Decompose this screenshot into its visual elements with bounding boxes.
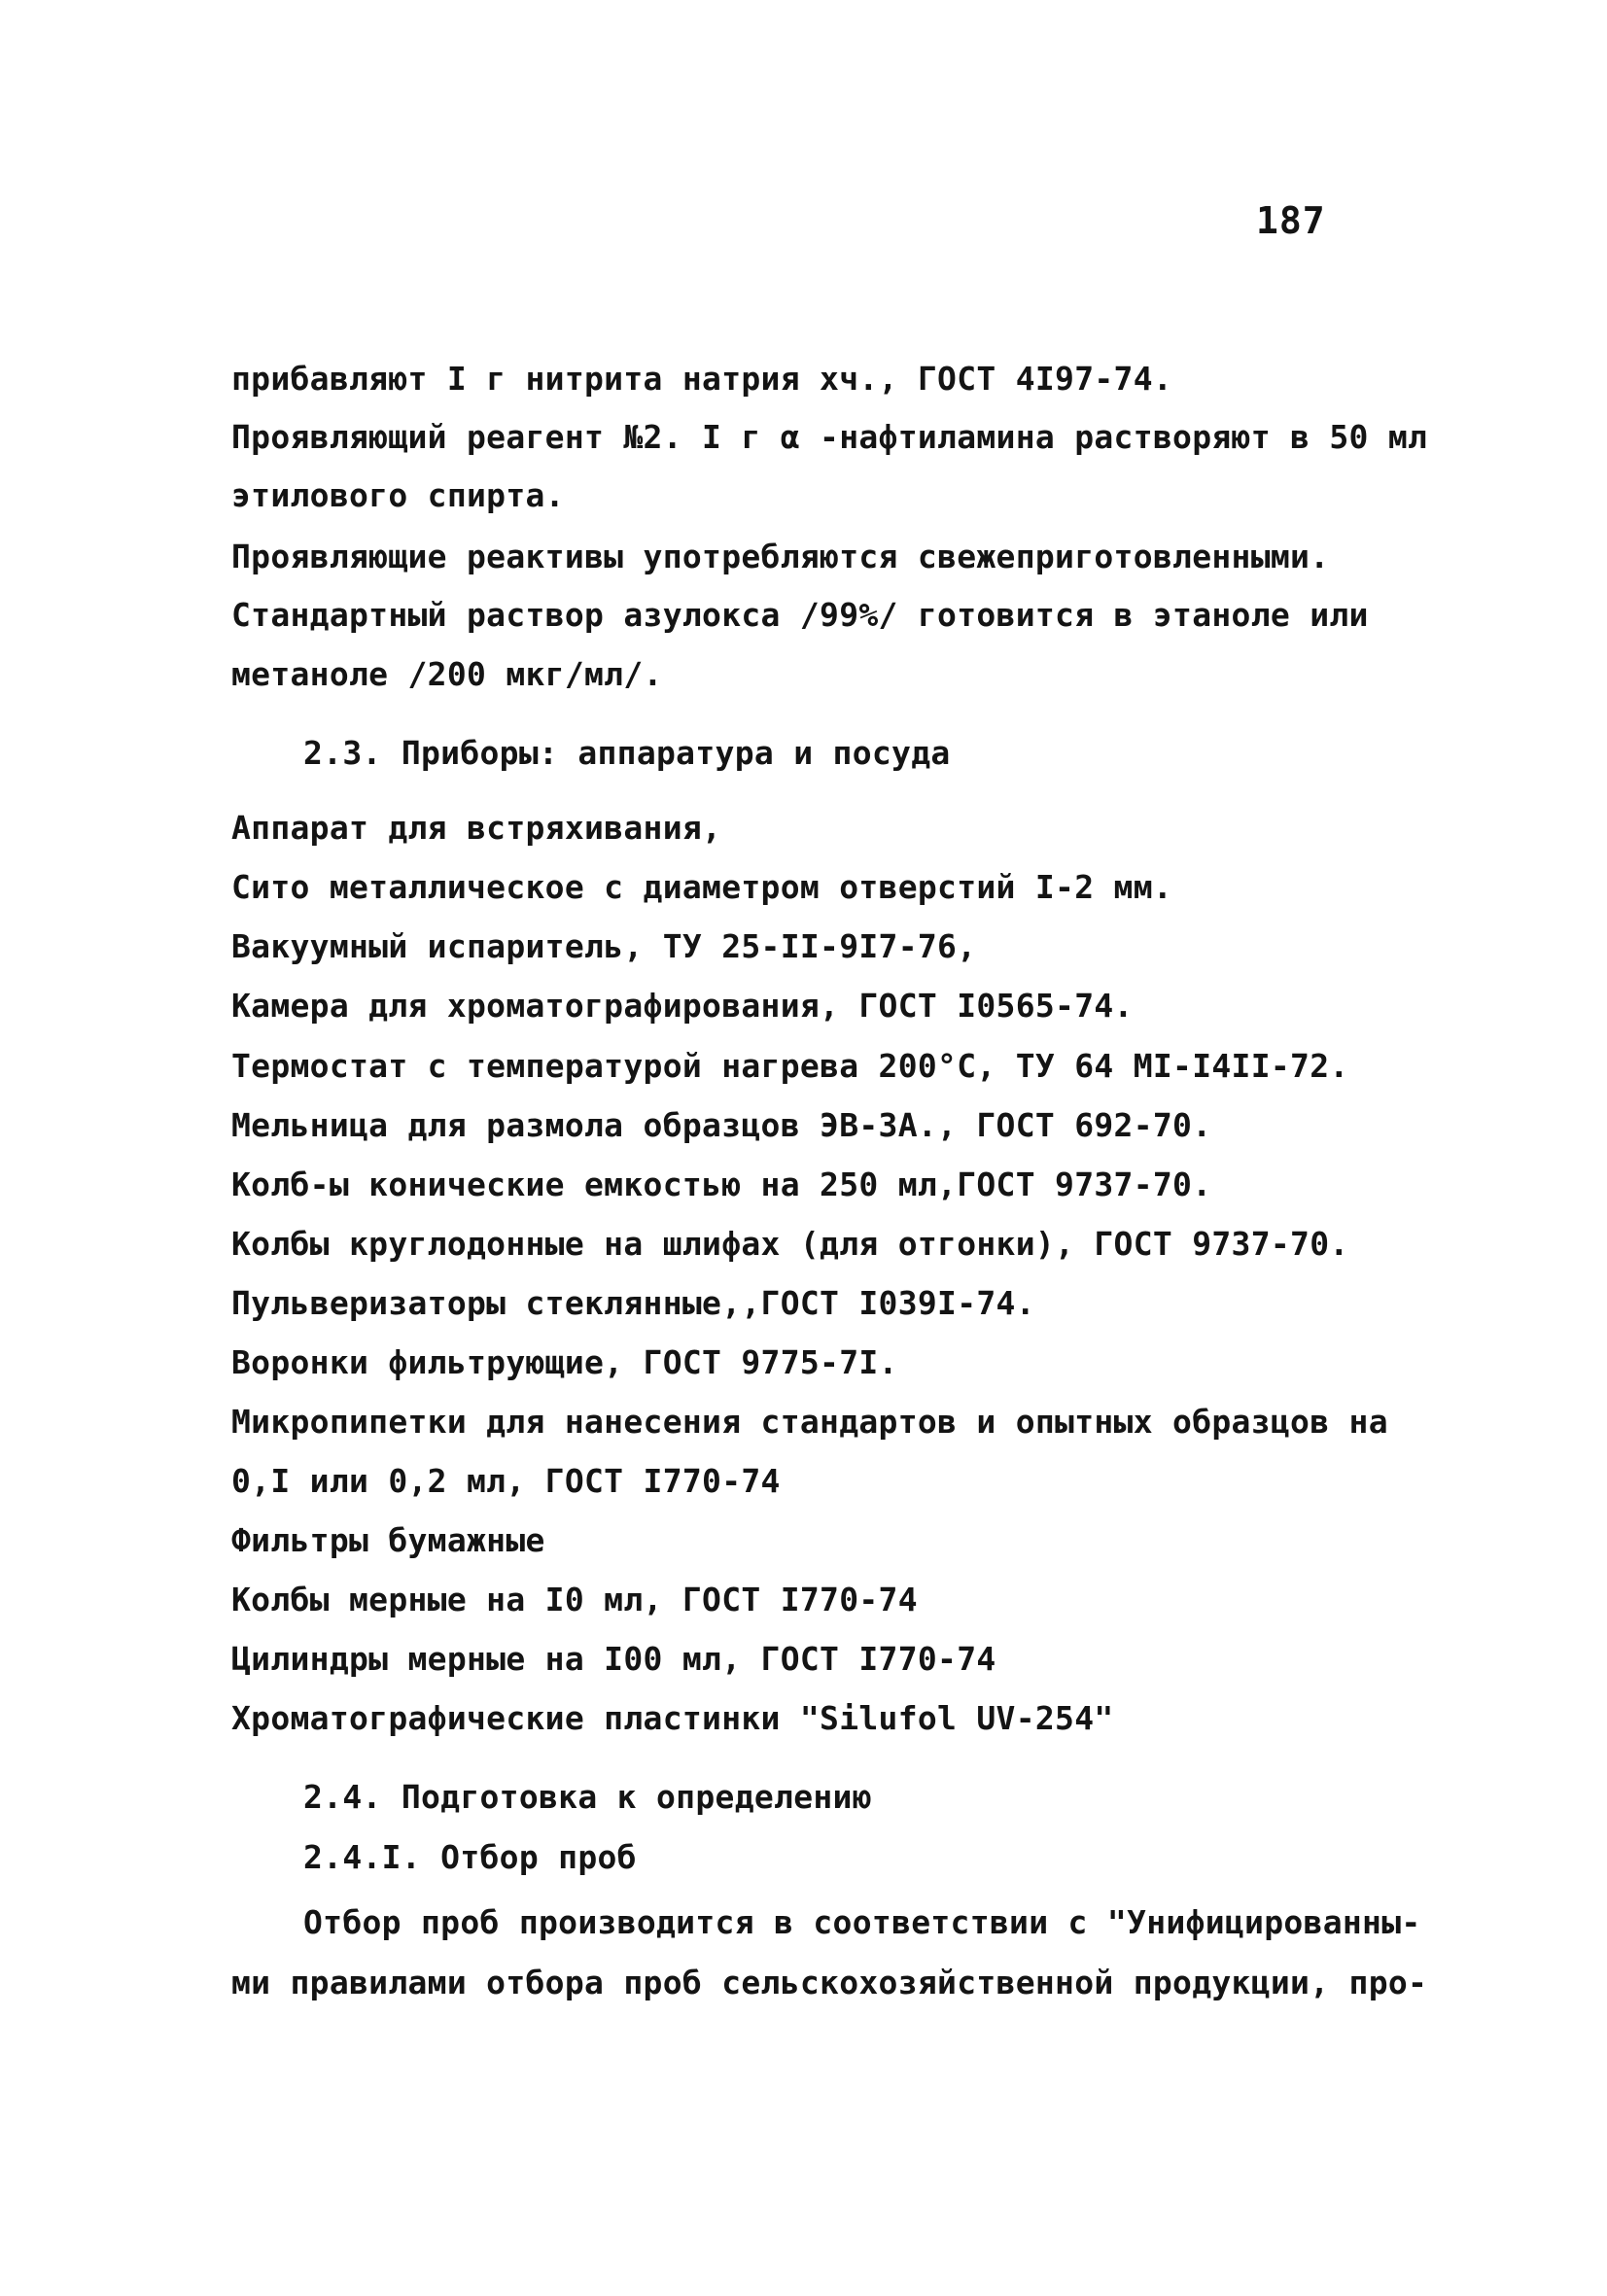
- section-heading: 2.3. Приборы: аппаратура и посуда: [303, 734, 951, 772]
- list-item: Хроматографические пластинки "Silufol UV-254": [231, 1699, 1114, 1737]
- list-item: Аппарат для встряхивания,: [231, 809, 722, 847]
- paragraph-line: ми правилами отбора проб сельскохозяйственной продукции, про-: [231, 1964, 1428, 2001]
- text-line: Стандартный раствор азулокса /99%/ готовится в этаноле или: [231, 596, 1369, 634]
- subsection-heading: 2.4.I. Отбор проб: [303, 1838, 637, 1876]
- list-item: Пульверизаторы стеклянные,,ГОСТ I039I-74.: [231, 1284, 1035, 1322]
- text-line: этилового спирта.: [231, 476, 565, 514]
- section-heading: 2.4. Подготовка к определению: [303, 1778, 872, 1816]
- text-line: Проявляющие реактивы употребляются свежеприготовленными.: [231, 538, 1330, 575]
- list-item: Термостат с температурой нагрева 200°С, ТУ 64 МI-I4II-72.: [231, 1047, 1349, 1085]
- text-line: прибавляют I г нитрита натрия хч., ГОСТ 4I97-74.: [231, 360, 1173, 398]
- list-item: Воронки фильтрующие, ГОСТ 9775-7I.: [231, 1343, 898, 1381]
- list-item: Колбы мерные на I0 мл, ГОСТ I770-74: [231, 1581, 918, 1618]
- list-item: Цилиндры мерные на I00 мл, ГОСТ I770-74: [231, 1640, 996, 1678]
- page-number: 187: [1256, 199, 1326, 242]
- list-item: Фильтры бумажные: [231, 1521, 545, 1559]
- paragraph-line: Отбор проб производится в соответствии с "Унифицированны-: [303, 1903, 1421, 1941]
- list-item: Микропипетки для нанесения стандартов и опытных образцов на: [231, 1403, 1388, 1441]
- list-item: 0,I или 0,2 мл, ГОСТ I770-74: [231, 1462, 781, 1500]
- text-line: метаноле /200 мкг/мл/.: [231, 655, 663, 693]
- list-item: Вакуумный испаритель, ТУ 25-II-9I7-76,: [231, 927, 977, 965]
- list-item: Мельница для размола образцов ЭВ-3А., ГОСТ 692-70.: [231, 1106, 1212, 1144]
- text-line: Проявляющий реагент №2. I г α -нафтиламина растворяют в 50 мл: [231, 418, 1428, 456]
- list-item: Колбы круглодонные на шлифах (для отгонки), ГОСТ 9737-70.: [231, 1225, 1349, 1263]
- list-item: Колб-ы конические емкостью на 250 мл,ГОСТ 9737-70.: [231, 1165, 1212, 1203]
- list-item: Камера для хроматографирования, ГОСТ I0565-74.: [231, 987, 1134, 1025]
- list-item: Сито металлическое с диаметром отверстий I-2 мм.: [231, 868, 1173, 906]
